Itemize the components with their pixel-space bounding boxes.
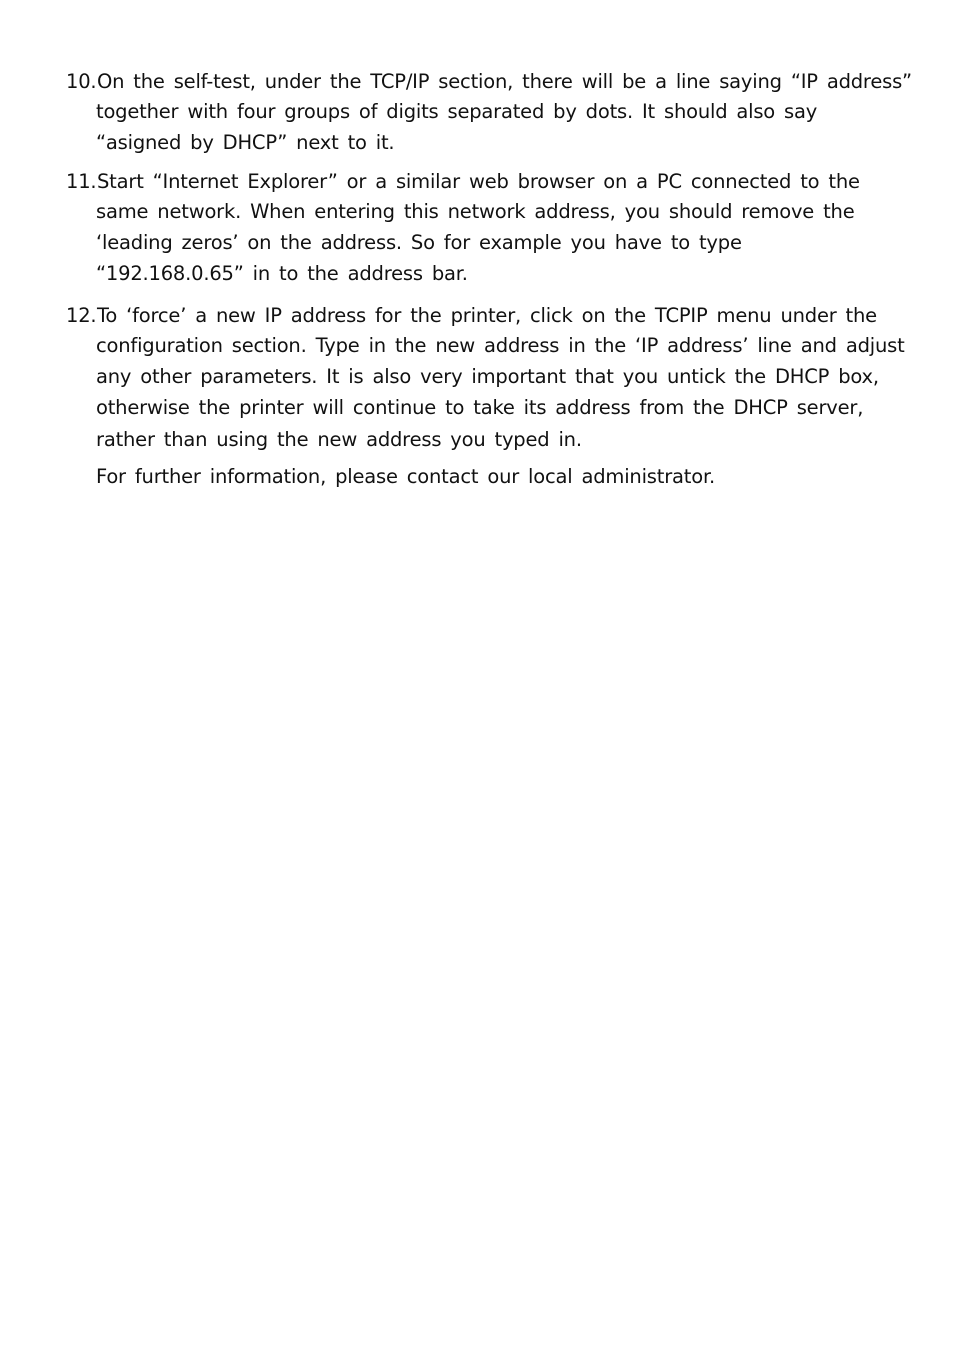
item-text-line: On the self-test, under the TCP/IP section, there will be a line saying “IP address” xyxy=(97,70,912,93)
item-text-line: rather than using the new address you typed in. xyxy=(96,428,582,451)
item-text-line: ‘leading zeros’ on the address. So for example you have to type xyxy=(96,231,742,254)
item-text-line: “asigned by DHCP” next to it. xyxy=(96,131,395,154)
item-text-line: same network. When entering this network address, you should remove the xyxy=(96,200,855,223)
item-number: 11. xyxy=(66,170,97,193)
item-text-line: any other parameters. It is also very important that you untick the DHCP box, xyxy=(96,365,879,388)
item-number: 10. xyxy=(66,70,97,93)
item-text-line: To ‘force’ a new IP address for the printer, click on the TCPIP menu under the xyxy=(97,304,877,327)
item-text-line: Start “Internet Explorer” or a similar web browser on a PC connected to the xyxy=(97,170,860,193)
item-text-line: “192.168.0.65” in to the address bar. xyxy=(96,262,468,285)
footer-note-text: For further information, please contact our local administrator. xyxy=(96,465,715,488)
item-text-line: together with four groups of digits separated by dots. It should also say xyxy=(96,100,818,123)
item-text-line: otherwise the printer will continue to take its address from the DHCP server, xyxy=(96,396,864,419)
item-number: 12. xyxy=(66,304,97,327)
item-text-line: configuration section. Type in the new address in the ‘IP address’ line and adjust xyxy=(96,334,905,357)
